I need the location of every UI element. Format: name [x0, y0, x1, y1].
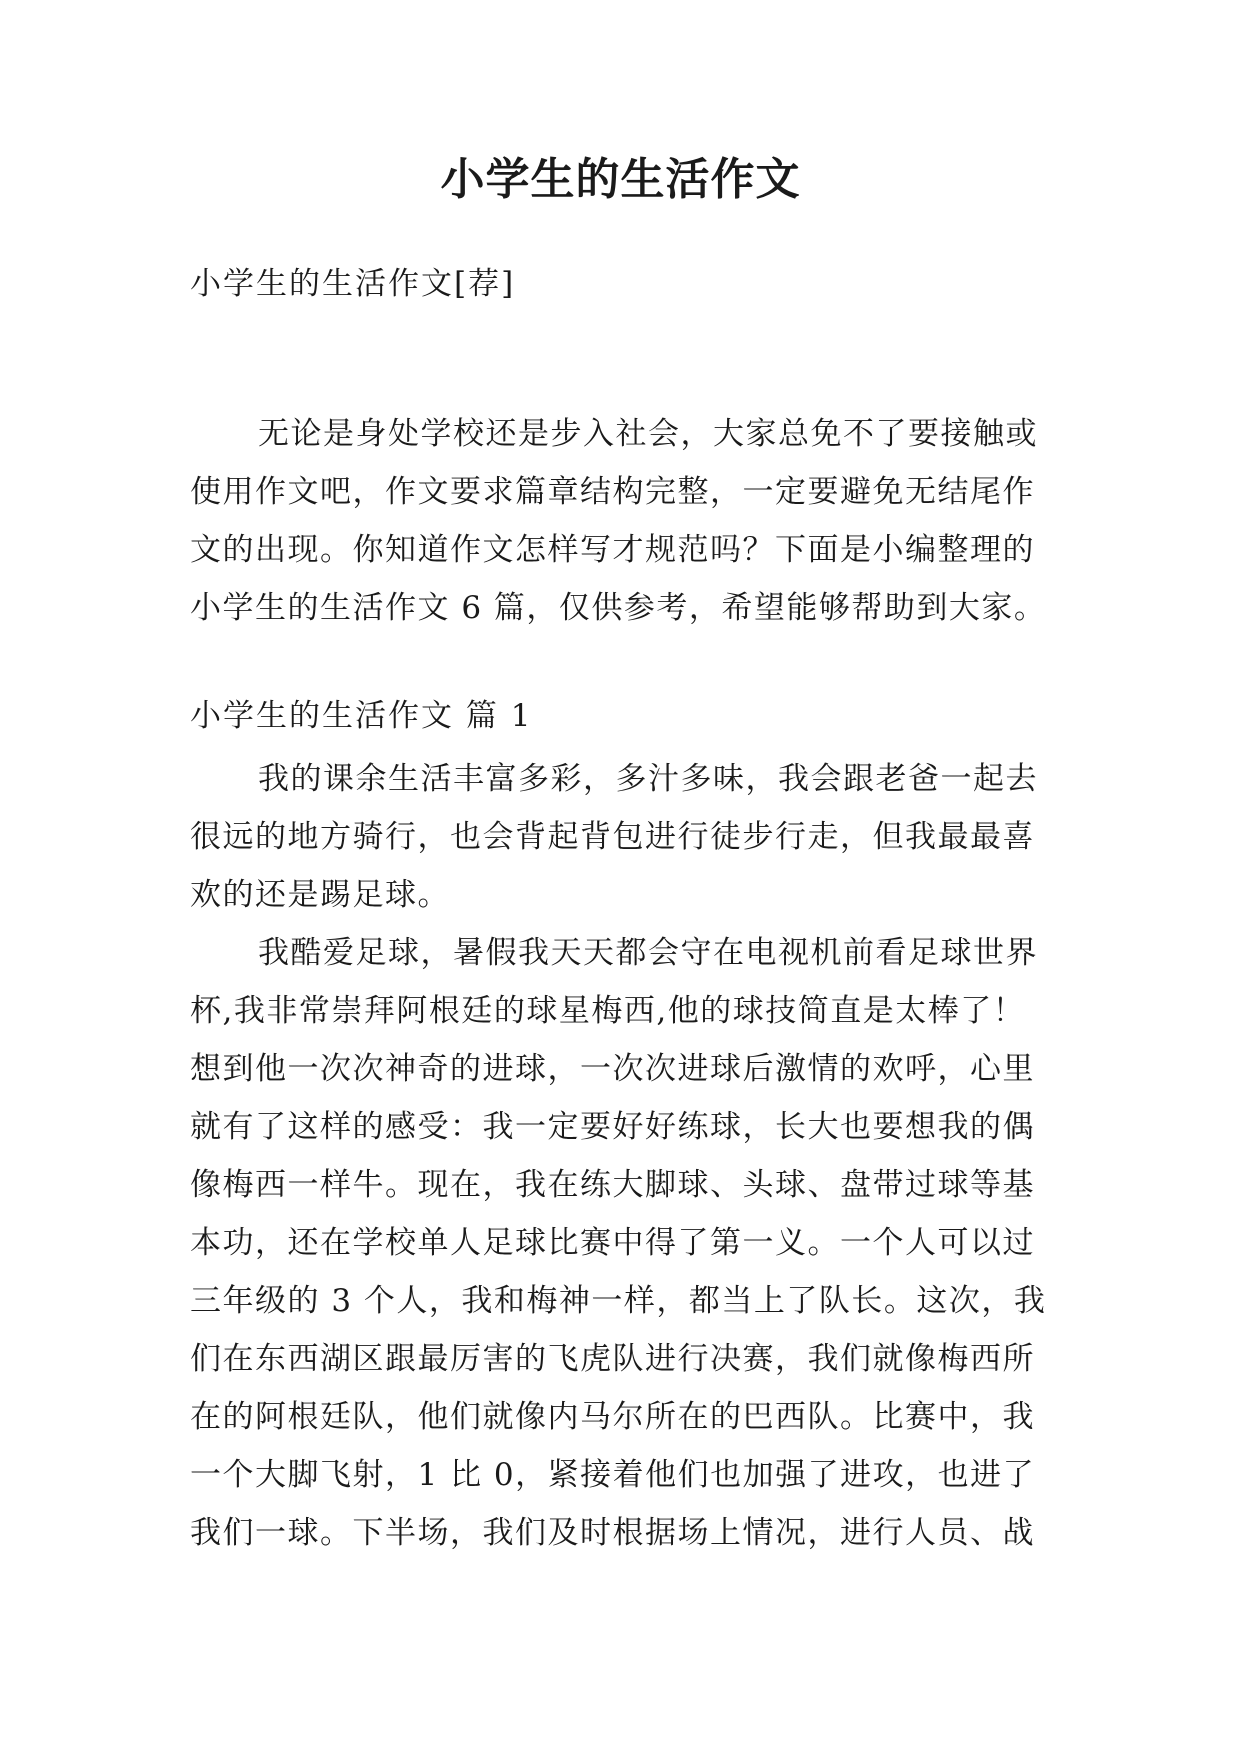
body-line: 我酷爱足球，暑假我天天都会守在电视机前看足球世界: [258, 935, 1038, 971]
intro-line: 使用作文吧，作文要求篇章结构完整，一定要避免无结尾作: [190, 474, 1035, 510]
body-line: 很远的地方骑行，也会背起背包进行徒步行走，但我最最喜: [190, 819, 1035, 855]
intro-line: 文的出现。你知道作文怎样写才规范吗？下面是小编整理的: [190, 532, 1035, 568]
body-line: 在的阿根廷队，他们就像内马尔所在的巴西队。比赛中，我: [190, 1399, 1035, 1435]
document-subtitle: 小学生的生活作文[荐]: [190, 266, 516, 302]
body-line: 我的课余生活丰富多彩，多汁多味，我会跟老爸一起去: [258, 761, 1038, 797]
body-line: 杯,我非常崇拜阿根廷的球星梅西,他的球技简直是太棒了！: [190, 993, 1026, 1029]
intro-line: 小学生的生活作文 6 篇，仅供参考，希望能够帮助到大家。: [190, 590, 1047, 626]
intro-paragraph: [190, 405, 1070, 637]
body-line: 一个大脚飞射，1 比 0，紧接着他们也加强了进攻，也进了: [190, 1457, 1036, 1493]
body-line: 本功，还在学校单人足球比赛中得了第一义。一个人可以过: [190, 1225, 1035, 1261]
intro-line: 无论是身处学校还是步入社会，大家总免不了要接触或: [258, 416, 1038, 452]
body-line: 像梅西一样牛。现在，我在练大脚球、头球、盘带过球等基: [190, 1167, 1035, 1203]
section-body: [190, 750, 1070, 1562]
body-line: 我们一球。下半场，我们及时根据场上情况，进行人员、战: [190, 1515, 1035, 1551]
body-line: 欢的还是踢足球。: [190, 877, 450, 913]
body-line: 就有了这样的感受：我一定要好好练球，长大也要想我的偶: [190, 1109, 1035, 1145]
body-line: 想到他一次次神奇的进球，一次次进球后激情的欢呼，心里: [190, 1051, 1035, 1087]
body-line: 三年级的 3 个人，我和梅神一样，都当上了队长。这次，我: [190, 1283, 1047, 1319]
section-heading: 小学生的生活作文 篇 1: [190, 698, 533, 734]
body-line: 们在东西湖区跟最厉害的飞虎队进行决赛，我们就像梅西所: [190, 1341, 1035, 1377]
document-title: 小学生的生活作文: [440, 154, 801, 205]
